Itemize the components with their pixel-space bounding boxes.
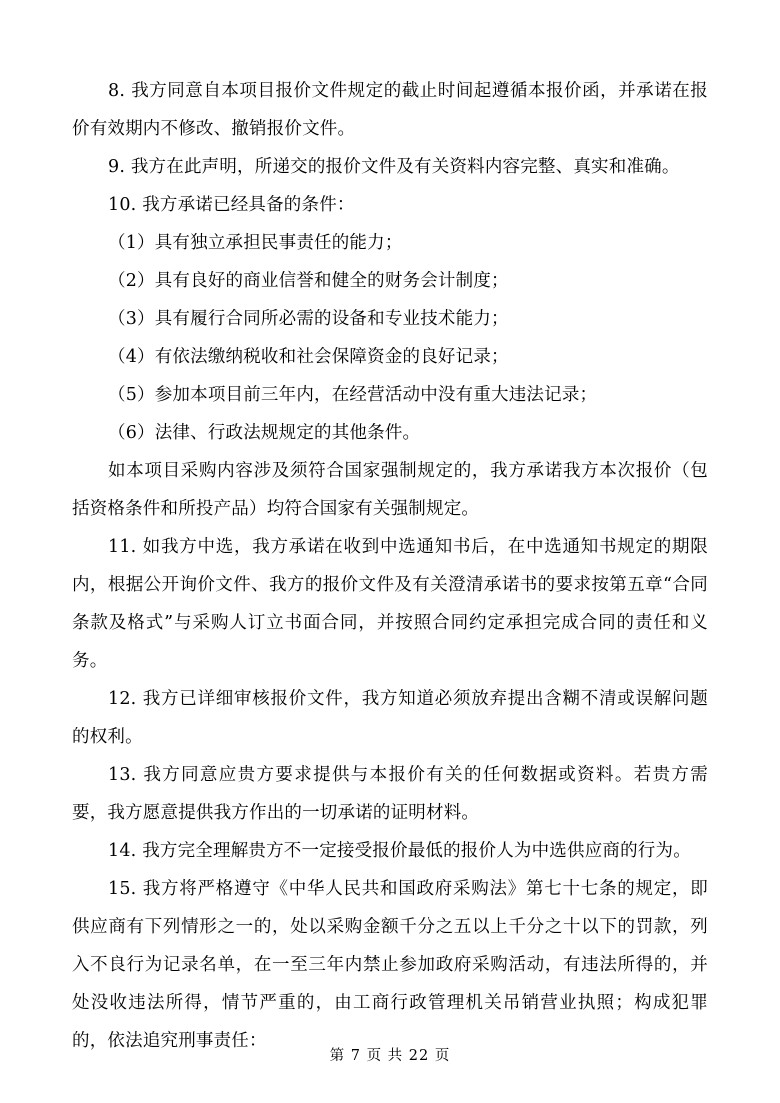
paragraph-clause-11: 11. 如我方中选，我方承诺在收到中选通知书后，在中选通知书规定的期限内，根据公开询价文件、我方的报价文件及有关澄清承诺书的要求按第五章“合同条款及格式”与采购人订立书面合同，并按照合同约定承担完成合同的责任和义务。	[72, 537, 708, 671]
paragraph-clause-12: 12. 我方已详细审核报价文件，我方知道必须放弃提出含糊不清或误解问题的权利。	[72, 689, 708, 747]
paragraph-clause-10-item-1: （1）具有独立承担民事责任的能力；	[108, 233, 403, 253]
paragraph-clause-10-item-5: （5）参加本项目前三年内，在经营活动中没有重大违法记录；	[108, 385, 598, 405]
paragraph-clause-10-item-3: （3）具有履行合同所必需的设备和专业技术能力；	[108, 309, 509, 329]
paragraph-clause-10-item-2: （2）具有良好的商业信誉和健全的财务会计制度；	[108, 271, 509, 291]
paragraph-clause-10-item-6: （6）法律、行政法规规定的其他条件。	[108, 423, 421, 443]
paragraph-clause-14: 14. 我方完全理解贵方不一定接受报价最低的报价人为中选供应商的行为。	[108, 841, 691, 861]
paragraph-clause-8: 8. 我方同意自本项目报价文件规定的截止时间起遵循本报价函，并承诺在报价有效期内不修改、撤销报价文件。	[72, 81, 708, 139]
paragraph-clause-10-item-4: （4）有依法缴纳税收和社会保障资金的良好记录；	[108, 347, 509, 367]
paragraph-clause-10: 10. 我方承诺已经具备的条件：	[108, 195, 355, 215]
paragraph-clause-9: 9. 我方在此声明，所递交的报价文件及有关资料内容完整、真实和准确。	[108, 157, 680, 177]
page-footer: 第 7 页 共 22 页	[329, 1048, 451, 1064]
paragraph-clause-15: 15. 我方将严格遵守《中华人民共和国政府采购法》第七十七条的规定，即供应商有下列情形之一的，处以采购金额千分之五以上千分之十以下的罚款，列入不良行为记录名单，在一至三年内禁止参加政府采购活动，有违法所得的，并处没收违法所得，情节严重的，由工商行政管理机关吊销营业执照；构成犯罪的，依法追究刑事责任：	[72, 879, 708, 1051]
paragraph-mandatory-standards: 如本项目采购内容涉及须符合国家强制规定的，我方承诺我方本次报价（包括资格条件和所投产品）均符合国家有关强制规定。	[72, 461, 708, 519]
paragraph-clause-13: 13. 我方同意应贵方要求提供与本报价有关的任何数据或资料。若贵方需要，我方愿意提供我方作出的一切承诺的证明材料。	[72, 765, 708, 823]
document-body	[72, 72, 708, 1060]
